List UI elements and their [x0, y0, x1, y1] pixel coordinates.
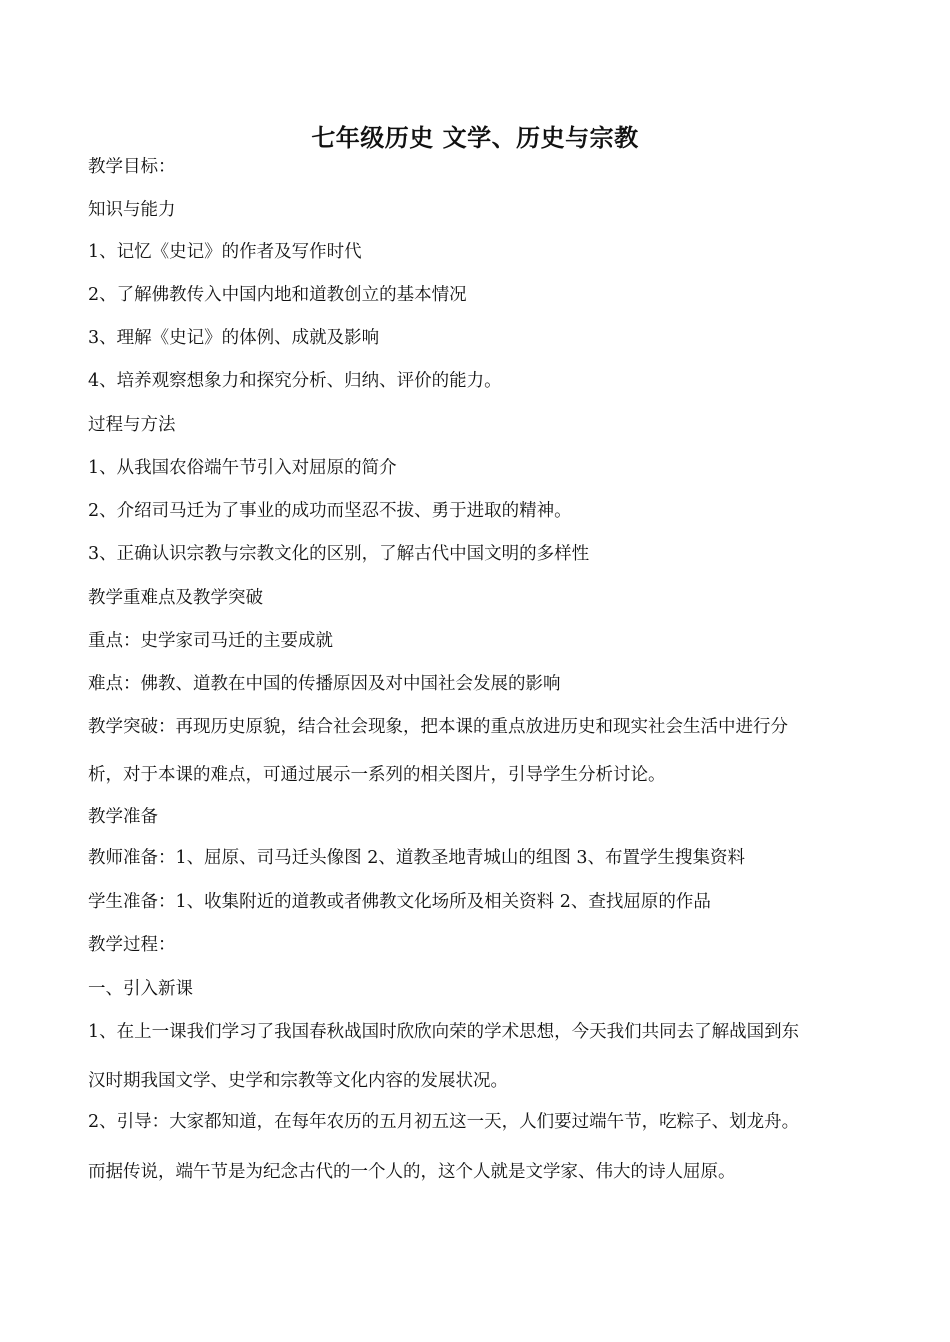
paragraph-line: 教师准备：1、屈原、司马迁头像图 2、道教圣地青城山的组图 3、布置学生搜集资料	[88, 848, 746, 868]
paragraph-line: 3、理解《史记》的体例、成就及影响	[88, 328, 380, 348]
paragraph-line: 1、在上一课我们学习了我国春秋战国时欣欣向荣的学术思想，今天我们共同去了解战国到东	[88, 1022, 800, 1042]
paragraph-line: 4、培养观察想象力和探究分析、归纳、评价的能力。	[88, 371, 502, 391]
paragraph-line: 2、介绍司马迁为了事业的成功而坚忍不拔、勇于进取的精神。	[88, 501, 572, 521]
section-heading-objectives: 教学目标：	[88, 157, 176, 177]
subheading-knowledge-ability: 知识与能力	[88, 200, 176, 220]
paragraph-line: 重点：史学家司马迁的主要成就	[88, 631, 333, 651]
paragraph-line: 2、引导：大家都知道，在每年农历的五月初五这一天，人们要过端午节，吃粽子、划龙舟。	[88, 1112, 800, 1132]
subheading-introduction: 一、引入新课	[88, 979, 193, 999]
paragraph-line: 1、从我国农俗端午节引入对屈原的简介	[88, 458, 397, 478]
section-heading-preparation: 教学准备	[88, 807, 158, 827]
paragraph-line: 教学突破：再现历史原貌，结合社会现象，把本课的重点放进历史和现实社会生活中进行分	[88, 717, 788, 737]
paragraph-line: 析，对于本课的难点，可通过展示一系列的相关图片，引导学生分析讨论。	[88, 765, 666, 785]
paragraph-line: 1、记忆《史记》的作者及写作时代	[88, 242, 362, 262]
section-heading-key-points: 教学重难点及教学突破	[88, 588, 263, 608]
paragraph-line: 3、正确认识宗教与宗教文化的区别，了解古代中国文明的多样性	[88, 544, 590, 564]
paragraph-line: 2、了解佛教传入中国内地和道教创立的基本情况	[88, 285, 467, 305]
document-title: 七年级历史 文学、历史与宗教	[311, 123, 639, 152]
paragraph-line: 学生准备：1、收集附近的道教或者佛教文化场所及相关资料 2、查找屈原的作品	[88, 892, 711, 912]
paragraph-line: 汉时期我国文学、史学和宗教等文化内容的发展状况。	[88, 1071, 508, 1091]
section-heading-process: 教学过程：	[88, 935, 176, 955]
paragraph-line: 难点：佛教、道教在中国的传播原因及对中国社会发展的影响	[88, 674, 561, 694]
paragraph-line: 而据传说，端午节是为纪念古代的一个人的，这个人就是文学家、伟大的诗人屈原。	[88, 1162, 736, 1182]
subheading-process-method: 过程与方法	[88, 415, 176, 435]
